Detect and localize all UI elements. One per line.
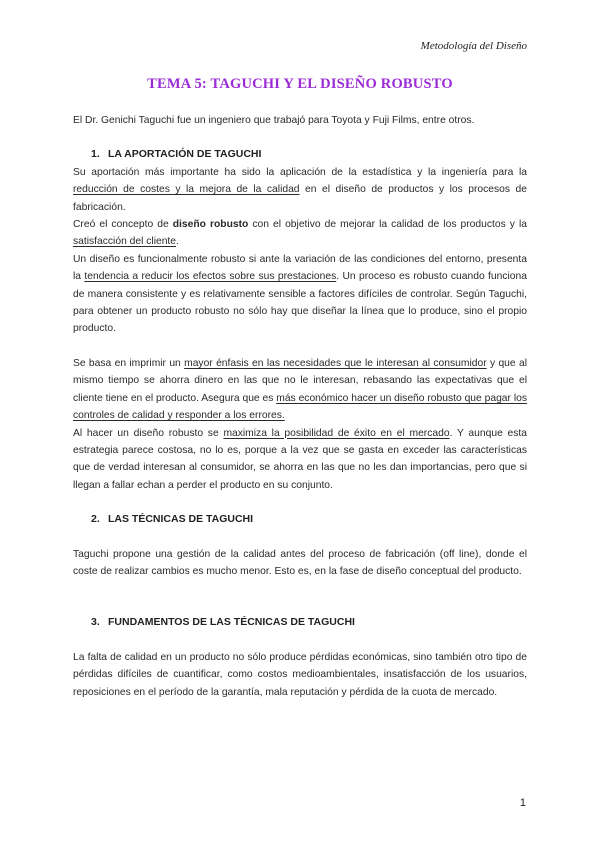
underlined-phrase: maximiza la posibilidad de éxito en el mercado bbox=[223, 427, 450, 439]
section-3-paragraph-1: La falta de calidad en un producto no sólo produce pérdidas económicas, sino también otro tipo de pérdidas difíciles de cuantificar, como costos medioambientales, insatisfacción de los usuarios, reposiciones en el período de la garantía, mala reputación y pérdida de la cuota de mercado. bbox=[73, 651, 527, 698]
section-1-paragraph-5: Al hacer un diseño robusto se maximiza la posibilidad de éxito en el mercado. Y aunque esta estrategia parece costosa, no lo es, porque a la vez que se gasta en exceder las características que de verdad interesan al consumidor, se ahorra en las que no les dan importancias, pero que si llegan a fallar echan a perder el producto en su conjunto. bbox=[73, 427, 528, 491]
section-1-heading bbox=[91, 146, 527, 163]
section-2-heading bbox=[91, 511, 527, 528]
page-title: TEMA 5: TAGUCHI Y EL DISEÑO ROBUSTO bbox=[147, 76, 453, 92]
section-3-title: FUNDAMENTOS DE LAS TÉCNICAS DE TAGUCHI bbox=[108, 616, 355, 629]
section-2-paragraph-1: Taguchi propone una gestión de la calidad antes del proceso de fabricación (off line), donde el coste de realizar cambios es mucho menor. Esto es, en la fase de diseño conceptual del producto. bbox=[73, 548, 527, 577]
section-1-paragraph-3: Un diseño es funcionalmente robusto si ante la variación de las condiciones del entorno, presenta la tendencia a reducir los efectos sobre sus prestaciones. Un proceso es robusto cuando funciona de manera consistente y es relativamente sensible a factores difíciles de controlar. Según Taguchi, para obtener un producto robusto no sólo hay que diseñar la línea que lo produce, sino el propio producto. bbox=[73, 253, 527, 335]
bold-term: diseño robusto bbox=[172, 219, 249, 231]
section-1-title: LA APORTACIÓN DE TAGUCHI bbox=[108, 148, 262, 161]
underlined-phrase: reducción de costes y la mejora de la calidad bbox=[73, 184, 300, 196]
section-1-number: 1. bbox=[91, 148, 100, 161]
underlined-phrase: tendencia a reducir los efectos sobre sus prestaciones bbox=[84, 271, 337, 283]
running-header: Metodología del Diseño bbox=[420, 40, 527, 52]
underlined-phrase: más económico hacer un diseño robusto que pagar los controles de calidad y responder a los errores. bbox=[73, 392, 527, 422]
underlined-phrase: satisfacción del cliente bbox=[73, 236, 177, 248]
section-2-title: LAS TÉCNICAS DE TAGUCHI bbox=[108, 513, 254, 526]
intro-paragraph: El Dr. Genichi Taguchi fue un ingeniero que trabajó para Toyota y Fuji Films, entre otros. bbox=[73, 115, 475, 126]
section-3-heading bbox=[91, 614, 527, 631]
document-body bbox=[73, 112, 527, 701]
section-2-number: 2. bbox=[91, 513, 100, 526]
section-1-paragraph-4: Se basa en imprimir un mayor énfasis en las necesidades que le interesan al consumidor y que al mismo tiempo se ahorra dinero en las que no le interesan, rebasando las expectativas que el cliente tiene en el producto. Asegura que es más económico hacer un diseño robusto que pagar los controles de calidad y responder a los errores. bbox=[73, 357, 527, 422]
page-number: 1 bbox=[519, 797, 526, 809]
section-1-paragraph-2: Creó el concepto de diseño robusto con el objetivo de mejorar la calidad de los productos y la satisfacción del cliente. bbox=[73, 219, 527, 248]
underlined-phrase: mayor énfasis en las necesidades que le interesan al consumidor bbox=[184, 357, 487, 369]
section-1-paragraph-1: Su aportación más importante ha sido la aplicación de la estadística y la ingeniería para la reducción de costes y la mejora de la calidad en el diseño de productos y los procesos de fabricación. bbox=[73, 166, 528, 213]
section-3-number: 3. bbox=[91, 616, 100, 629]
